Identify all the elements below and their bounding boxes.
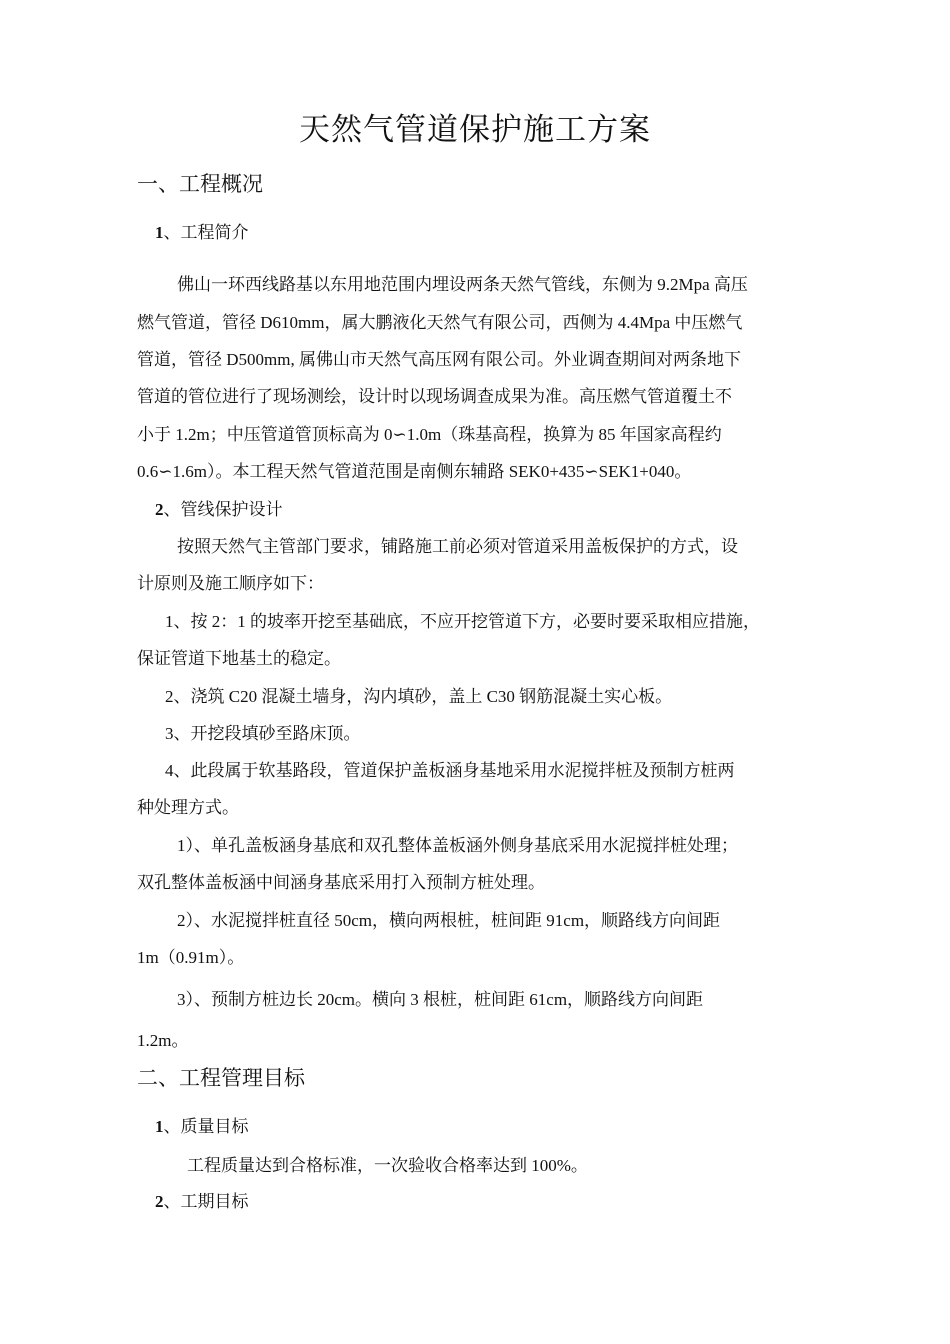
design-item-1-cont: 保证管道下地基土的稳定。	[137, 649, 341, 668]
document-title: 天然气管道保护施工方案	[299, 112, 651, 147]
design-subitem-2: 2）、水泥搅拌桩直径 50cm，横向两根桩，桩间距 91cm，顺路线方向间距	[177, 911, 721, 930]
intro-line: 管道的管位进行了现场测绘，设计时以现场调查成果为准。高压燃气管道覆土不	[137, 387, 732, 406]
subsection-number: 1	[155, 1117, 164, 1136]
design-item-3: 3、开挖段填砂至路床顶。	[165, 724, 361, 743]
design-line: 计原则及施工顺序如下：	[137, 574, 324, 593]
subsection-number: 2	[155, 500, 164, 519]
design-subitem-1: 1）、单孔盖板涵身基底和双孔整体盖板涵外侧身基底采用水泥搅拌桩处理；	[177, 836, 738, 855]
subsection-number: 1	[155, 223, 164, 242]
design-item-4-cont: 种处理方式。	[137, 798, 239, 817]
subsection-label: 、工期目标	[163, 1192, 249, 1211]
design-subitem-2-cont: 1m（0.91m）。	[137, 948, 245, 967]
section-heading-overview: 一、工程概况	[137, 172, 263, 196]
design-subitem-3: 3）、预制方桩边长 20cm。横向 3 根桩，桩间距 61cm，顺路线方向间距	[177, 990, 704, 1009]
intro-line: 0.6∽1.6m）。本工程天然气管道范围是南侧东辅路 SEK0+435∽SEK1+040。	[137, 462, 692, 481]
section-heading-goals: 二、工程管理目标	[137, 1066, 305, 1090]
design-subitem-1-cont: 双孔整体盖板涵中间涵身基底采用打入预制方桩处理。	[137, 873, 545, 892]
intro-line: 小于 1.2m；中压管道管顶标高为 0∽1.0m（珠基高程，换算为 85 年国家高程约	[137, 425, 722, 444]
subsection-heading-schedule	[155, 1187, 249, 1212]
quality-line: 工程质量达到合格标准，一次验收合格率达到 100%。	[187, 1156, 588, 1175]
subsection-heading-quality	[155, 1112, 249, 1137]
intro-line: 管道，管径 D500mm, 属佛山市天然气高压网有限公司。外业调查期间对两条地下	[137, 350, 741, 369]
subsection-number: 2	[155, 1192, 164, 1211]
intro-line: 佛山一环西线路基以东用地范围内埋设两条天然气管线，东侧为 9.2Mpa 高压	[177, 275, 748, 294]
design-line: 按照天然气主管部门要求，铺路施工前必须对管道采用盖板保护的方式，设	[177, 537, 738, 556]
subsection-label: 、工程简介	[163, 223, 249, 242]
subsection-heading-intro	[155, 218, 249, 243]
design-item-4: 4、此段属于软基路段，管道保护盖板涵身基地采用水泥搅拌桩及预制方桩两	[165, 761, 735, 780]
subsection-label: 、管线保护设计	[163, 500, 283, 519]
design-item-1: 1、按 2：1 的坡率开挖至基础底，不应开挖管道下方，必要时要采取相应措施，	[165, 612, 760, 631]
design-subitem-3-cont: 1.2m。	[137, 1031, 189, 1050]
subsection-label: 、质量目标	[163, 1117, 249, 1136]
subsection-heading-design	[155, 495, 283, 520]
intro-line: 燃气管道，管径 D610mm，属大鹏液化天然气有限公司，西侧为 4.4Mpa 中压燃气	[137, 313, 743, 332]
design-item-2: 2、浇筑 C20 混凝土墙身，沟内填砂，盖上 C30 钢筋混凝土实心板。	[165, 687, 673, 706]
